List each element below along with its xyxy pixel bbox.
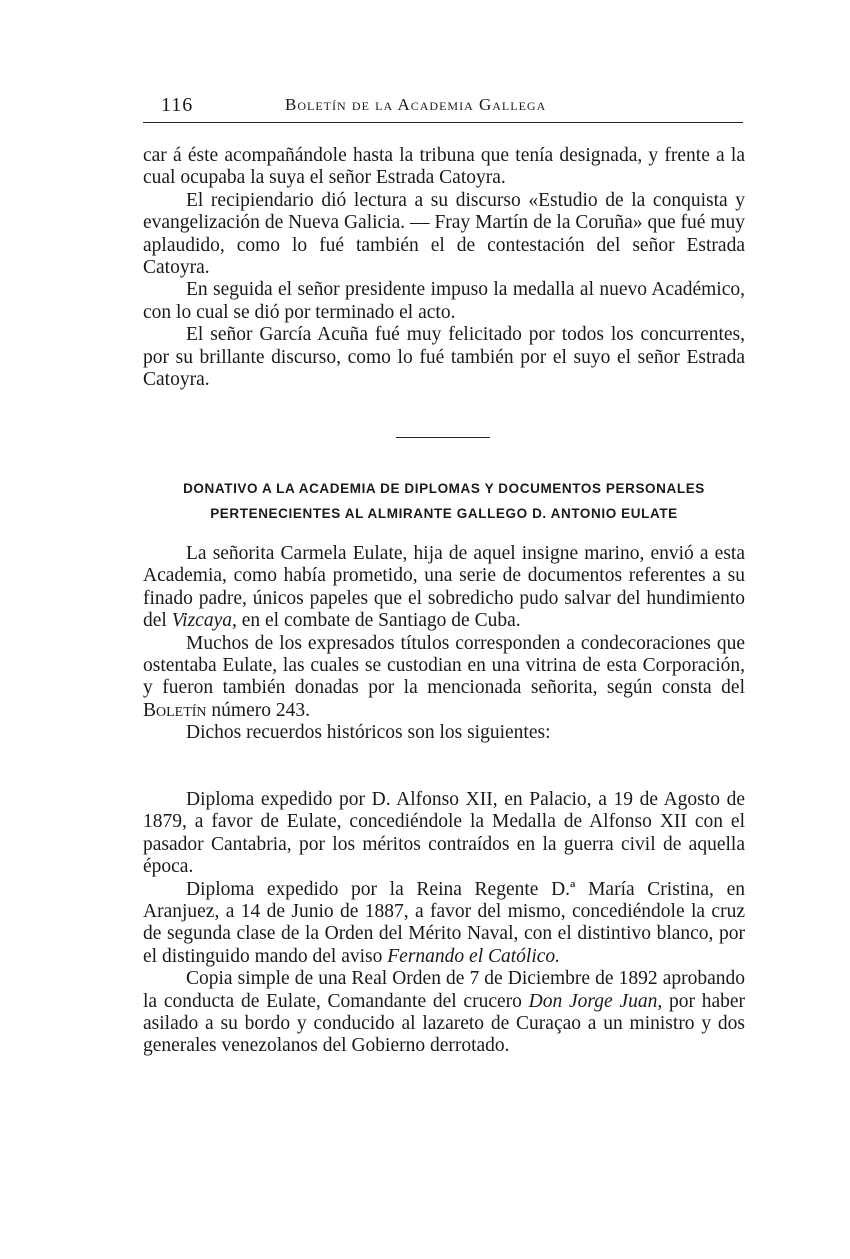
paragraph-congratulations: El señor García Acuña fué muy felicitado por todos los concurrentes, por su brillante discurso, como lo fué también por el suyo el señor Estrada Catoyra. — [143, 324, 745, 391]
page-header — [143, 92, 743, 120]
ceremony-section — [143, 145, 745, 391]
document-entry — [143, 879, 745, 969]
decorations-text-b: número 243. — [211, 699, 310, 721]
document-entry — [143, 968, 745, 1058]
paragraph-list-intro: Dichos recuerdos históricos son los siguientes: — [186, 722, 551, 744]
section-heading-line-2: PERTENECIENTES AL ALMIRANTE GALLEGO D. ANTONIO EULATE — [210, 506, 678, 521]
donation-text-a: La señorita Carmela Eulate, hija de aquel insigne marino, envió a esta Academia, como había prometido, una serie de documentos referentes a su finado padre, únicos papeles que el sobredicho pudo salvar del hundimiento del — [143, 543, 745, 632]
paragraph-donation — [143, 543, 745, 633]
donation-text-b: en el combate de Santiago de Cuba. — [241, 610, 521, 632]
paragraph-discourse: El recipiendario dió lectura a su discurso «Estudio de la conquista y evangelización de Nueva Galicia. — Fray Martín de la Coruña» que fué muy aplaudido, como lo fué también el de contestación del señor Estrada Catoyra. — [143, 189, 745, 279]
ship-name-vizcaya: Vizcaya, — [171, 610, 237, 632]
paragraph-continuation: car á éste acompañándole hasta la tribuna que tenía designada, y frente a la cual ocupaba la suya el señor Estrada Catoyra. — [143, 145, 745, 189]
paragraph-medal: En seguida el señor presidente impuso la medalla al nuevo Académico, con lo cual se dió por terminado el acto. — [143, 279, 745, 323]
document-entry-text-b: por haber asilado a su bordo y conducido al lazareto de Curaçao a un ministro y dos generales venezolanos del Gobierno derrotado. — [143, 990, 746, 1057]
ship-name-jorge-juan: Don Jorge Juan, — [528, 990, 663, 1012]
decorations-text-a: Muchos de los expresados títulos corresponden a condecoraciones que ostentaba Eulate, las cuales se custodian en una vitrina de esta Corporación, y fueron también donadas por la mencionada señorita, según consta del — [143, 632, 745, 699]
bulletin-name: Boletín — [143, 699, 207, 721]
document-entry-text-a: Copia simple de una Real Orden de 7 de Diciembre de 1892 aprobando la conducta de Eulate, Comandante del crucero — [143, 968, 745, 1012]
document-entry-text: Diploma expedido por la Reina Regente D.ª María Cristina, en Aranjuez, a 14 de Junio de 1887, a favor del mismo, concediéndole la cruz de segunda clase de la Orden del Mérito Naval, con el distintivo blanco, por el distinguido mando del aviso — [143, 878, 745, 967]
paragraph-decorations — [143, 633, 745, 723]
section-divider — [396, 437, 490, 438]
document-entry: Diploma expedido por D. Alfonso XII, en Palacio, a 19 de Agosto de 1879, a favor de Eulate, concediéndole la Medalla de Alfonso XII con el pasador Cantabria, por los méritos contraídos en la guerra civil de aquella época. — [143, 789, 745, 878]
header-rule — [143, 122, 743, 123]
documents-list — [143, 789, 745, 1058]
section-heading-line-1: DONATIVO A LA ACADEMIA DE DIPLOMAS Y DOCUMENTOS PERSONALES — [183, 481, 705, 496]
ship-name-fernando: Fernando el Católico. — [387, 945, 561, 967]
page-number: 116 — [161, 94, 194, 116]
running-title: Boletín de la Academia Gallega — [285, 95, 547, 114]
donation-section — [143, 543, 745, 745]
